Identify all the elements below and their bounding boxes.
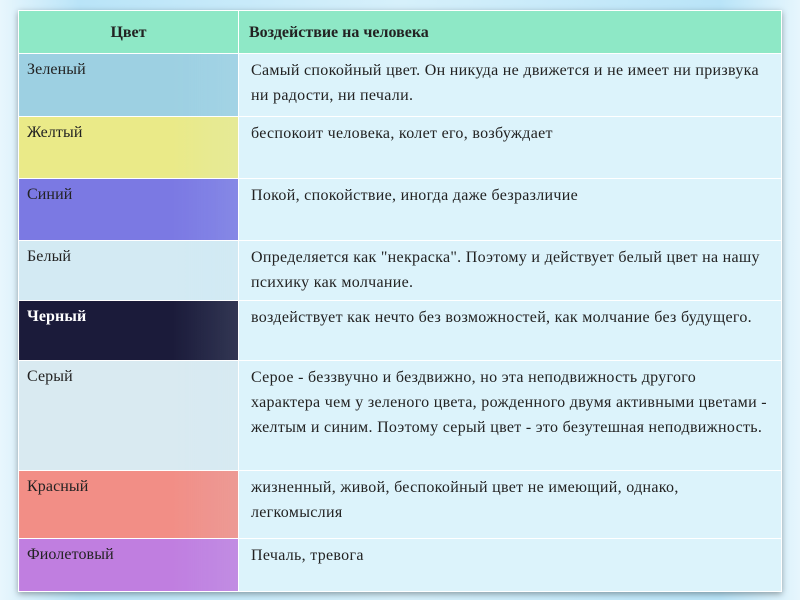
table-row-green [19,54,782,117]
effect-cell: жизненный, живой, беспокойный цвет не имеющий, однако, легкомыслия [239,471,782,539]
color-name-cell: Желтый [19,117,239,179]
color-effect-table [18,10,782,592]
table-row-violet [19,539,782,592]
effect-cell: Самый спокойный цвет. Он никуда не движется и не имеет ни призвука ни радости, ни печали. [239,54,782,117]
effect-cell: Определяется как "некраска". Поэтому и действует белый цвет на нашу психику как молчание. [239,241,782,301]
table-row-yellow [19,117,782,179]
effect-cell: Покой, спокойствие, иногда даже безразличие [239,179,782,241]
header-effect: Воздействие на человека [239,11,782,54]
table-row-black [19,301,782,361]
color-name-cell: Черный [19,301,239,361]
table-row-blue [19,179,782,241]
table-header-row [19,11,782,54]
header-color: Цвет [19,11,239,54]
color-name-cell: Белый [19,241,239,301]
effect-cell: воздействует как нечто без возможностей, как молчание без будущего. [239,301,782,361]
color-name-cell: Серый [19,361,239,471]
effect-cell: Серое - беззвучно и бездвижно, но эта неподвижность другого характера чем у зеленого цвета, рожденного двумя активными цветами - желтым и синим. Поэтому серый цвет - это безутешная неподвижность. [239,361,782,471]
effect-cell: Печаль, тревога [239,539,782,592]
color-name-cell: Зеленый [19,54,239,117]
color-name-cell: Синий [19,179,239,241]
table-row-red [19,471,782,539]
table-row-gray [19,361,782,471]
color-name-cell: Красный [19,471,239,539]
effect-cell: беспокоит человека, колет его, возбуждает [239,117,782,179]
color-name-cell: Фиолетовый [19,539,239,592]
table-row-white [19,241,782,301]
